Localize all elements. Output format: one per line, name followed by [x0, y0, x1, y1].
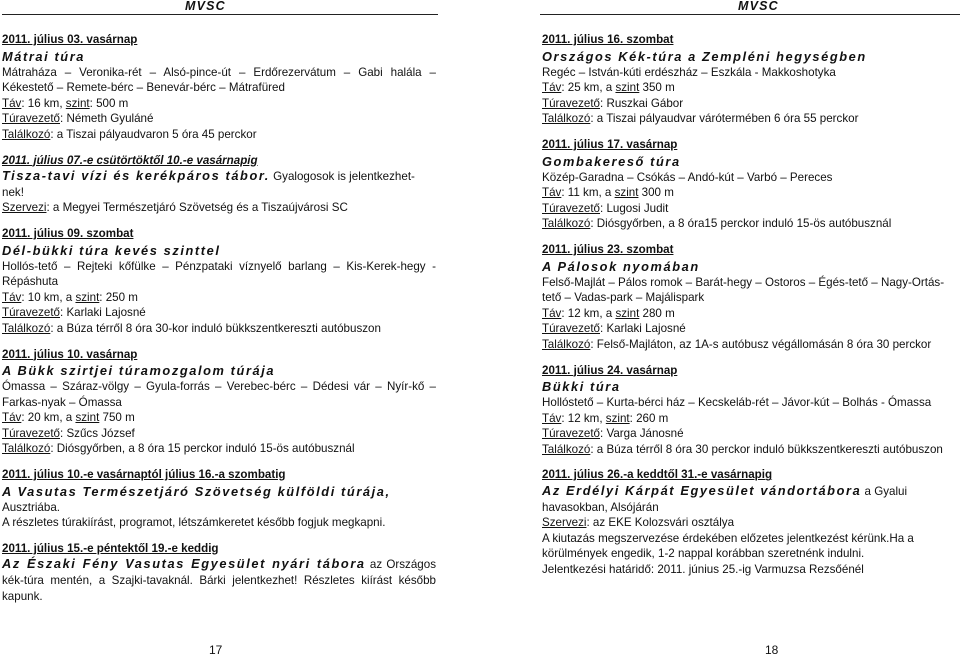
event-title-tail: a Gyalui havasokban, Alsójárán — [542, 485, 908, 514]
meeting-label: Találkozó — [2, 127, 51, 141]
event-title: Országos Kék-túra a Zempléni hegységben — [542, 48, 867, 64]
event-route: Hollóstető – Kurta-bérci ház – Kecskeláb-rét – Jávor-kút – Bolhás - Ómassa — [542, 396, 932, 410]
event-distance — [2, 410, 436, 426]
page-17 — [0, 0, 438, 659]
event-meeting — [542, 111, 960, 127]
guide-value: : Ruszkai Gábor — [600, 96, 684, 110]
header-title: MVSC — [185, 0, 226, 13]
meeting-value: : a Tiszai pályaudvar várótermében 6 óra 55 perckor — [590, 112, 859, 126]
event-note: nek! — [2, 185, 24, 199]
meeting-value: : a Búza térről 8 óra 30-kor induló bükkszentkereszti autóbuszon — [50, 321, 381, 335]
page-header-left — [2, 0, 438, 15]
event-date: 2011. július 24. vasárnap — [542, 363, 678, 377]
event-title: Mátrai túra — [2, 48, 86, 64]
event-date: 2011. július 10.-e vasárnaptól július 16.-a szombatig — [2, 468, 286, 482]
event-meeting — [542, 337, 960, 353]
left-column — [2, 32, 436, 614]
event-tisza-to-tabor — [2, 153, 436, 216]
guide-value: : Németh Gyuláné — [60, 112, 154, 126]
elevation-value: : 260 m — [629, 411, 669, 425]
distance-label: Táv — [542, 81, 562, 95]
meeting-value: : a Búza térről 8 óra 30 perckor induló bükkszentkereszti autóbuszon — [590, 442, 943, 456]
event-title: Bükki túra — [542, 379, 621, 395]
event-destination: Ausztriába. — [2, 500, 60, 514]
organizer-label: Szervezi — [542, 516, 587, 530]
event-meeting — [542, 442, 960, 458]
meeting-label: Találkozó — [2, 321, 51, 335]
elevation-label: szint — [75, 290, 100, 304]
event-route: Hollós-tető – Rejteki kőfülke – Pénzpataki víznyelő barlang – Kis-Kerek-hegy - Répáshuta — [2, 259, 436, 289]
meeting-value: : a Tiszai pályaudvaron 5 óra 45 perckor — [50, 127, 257, 141]
event-note: A részletes túrakiírást, programot, létszámkeretet később fogjuk megkapni. — [2, 516, 386, 530]
event-title-tail: Gyalogosok is jelentkezhet- — [269, 170, 415, 184]
elevation-label: szint — [615, 306, 640, 320]
event-title: A Bükk szirtjei túramozgalom túrája — [2, 363, 276, 379]
elevation-value: : 250 m — [99, 290, 138, 304]
event-title: Gombakereső túra — [542, 153, 681, 169]
event-meeting — [2, 127, 436, 143]
event-matrai-tura — [2, 32, 436, 143]
event-bukk-szirtjei — [2, 347, 436, 458]
event-title: Az Északi Fény Vasutas Egyesület nyári tábora — [2, 556, 366, 572]
organizer-label: Szervezi — [2, 201, 47, 215]
event-eszaki-feny-tabor — [2, 541, 436, 604]
event-date: 2011. július 09. szombat — [2, 226, 134, 240]
guide-label: Túravezető — [2, 306, 60, 320]
event-distance — [542, 411, 960, 427]
elevation-label: szint — [614, 186, 639, 200]
event-date: 2011. július 23. szombat — [542, 242, 674, 256]
guide-label: Túravezető — [2, 112, 60, 126]
event-guide — [542, 201, 960, 217]
distance-label: Táv — [2, 411, 22, 425]
elevation-label: szint — [65, 96, 90, 110]
event-distance — [542, 80, 960, 96]
page-number: 18 — [765, 643, 779, 657]
guide-value: : Szűcs József — [60, 426, 135, 440]
event-distance — [2, 96, 436, 112]
meeting-value: : Diósgyőrben, a 8 óra15 perckor induló 15-ös autóbusznál — [590, 217, 892, 231]
distance-value: : 25 km, a — [561, 81, 616, 95]
elevation-label: szint — [75, 411, 100, 425]
distance-value: : 11 km, a — [561, 186, 615, 200]
event-guide — [2, 305, 436, 321]
guide-value: : Varga Jánosné — [600, 427, 684, 441]
meeting-label: Találkozó — [2, 442, 51, 456]
guide-label: Túravezető — [542, 96, 600, 110]
meeting-label: Találkozó — [542, 442, 591, 456]
distance-label: Táv — [542, 186, 562, 200]
meeting-label: Találkozó — [542, 337, 591, 351]
distance-value: : 12 km, — [561, 411, 606, 425]
header-title: MVSC — [738, 0, 779, 13]
event-eke-vandortabor — [542, 467, 960, 577]
elevation-value: 280 m — [639, 306, 675, 320]
event-guide — [2, 111, 436, 127]
guide-label: Túravezető — [542, 322, 600, 336]
event-del-bukki-tura — [2, 226, 436, 337]
event-description — [542, 483, 960, 515]
event-bukki-tura — [542, 363, 960, 458]
event-meeting — [2, 321, 436, 337]
event-title: A Pálosok nyomában — [542, 258, 700, 274]
distance-label: Táv — [542, 411, 562, 425]
event-description — [2, 556, 436, 604]
event-title: Dél-bükki túra kevés szinttel — [2, 242, 221, 258]
distance-value: : 10 km, a — [21, 290, 76, 304]
page-number: 17 — [209, 643, 223, 657]
guide-value: : Karlaki Lajosné — [600, 322, 686, 336]
meeting-label: Találkozó — [542, 112, 591, 126]
event-palosok-nyomaban — [542, 242, 960, 353]
elevation-value: 350 m — [639, 81, 675, 95]
event-guide — [542, 96, 960, 112]
distance-value: : 20 km, a — [21, 411, 76, 425]
event-guide — [2, 426, 436, 442]
guide-label: Túravezető — [542, 427, 600, 441]
elevation-label: szint — [615, 81, 640, 95]
event-meeting — [2, 441, 436, 457]
event-vasutas-kulfoldi — [2, 467, 436, 531]
elevation-value: : 500 m — [89, 96, 129, 110]
event-date: 2011. július 15.-e péntektől 19.-e keddig — [2, 541, 219, 555]
event-deadline: Jelentkezési határidő: 2011. június 25.-ig Varmuzsa Rezsőénél — [542, 563, 864, 577]
organizer-value: : a Megyei Természetjáró Szövetség és a Tiszaújvárosi SC — [46, 201, 348, 215]
event-title: A Vasutas Természetjáró Szövetség külföldi túrája, — [2, 483, 391, 499]
event-date: 2011. július 10. vasárnap — [2, 347, 138, 361]
distance-label: Táv — [542, 306, 562, 320]
event-route: Mátraháza – Veronika-rét – Alsó-pince-út – Erdőrezervátum – Gabi halála – Kékestető – Remete-bérc – Benevár-bérc – Mátrafüred — [2, 65, 436, 95]
event-date: 2011. július 26.-a keddtől 31.-e vasárnapig — [542, 468, 773, 482]
event-guide — [542, 426, 960, 442]
event-route: Ómassa – Száraz-völgy – Gyula-forrás – Verebec-bérc – Dédesi vár – Nyír-kő – Farkas-nyak – Ómassa — [2, 380, 436, 409]
page-18 — [522, 0, 960, 659]
event-title: Tisza-tavi vízi és kerékpáros tábor. — [2, 168, 270, 184]
event-date: 2011. július 07.-e csütörtöktől 10.-e vasárnapig — [2, 153, 258, 167]
event-kek-tura-zemplen — [542, 32, 960, 127]
event-route: Felső-Majlát – Pálos romok – Barát-hegy – Ostoros – Égés-tető – Nagy-Ortás-tető – Vadas-park – Majálispark — [542, 275, 945, 305]
event-title-line — [2, 168, 436, 185]
meeting-value: : Diósgyőrben, a 8 óra 15 perckor induló 15-ös autóbusznál — [50, 442, 355, 456]
elevation-label: szint — [605, 411, 630, 425]
event-date: 2011. július 16. szombat — [542, 33, 674, 46]
event-title: Az Erdélyi Kárpát Egyesület vándortábora — [542, 483, 862, 499]
event-organizer — [542, 515, 960, 531]
event-meeting — [542, 216, 960, 232]
page-header-right — [540, 0, 960, 15]
distance-label: Táv — [2, 290, 22, 304]
guide-value: : Lugosi Judit — [600, 201, 669, 215]
meeting-label: Találkozó — [542, 217, 591, 231]
meeting-value: : Felső-Majláton, az 1A-s autóbusz végállomásán 8 óra 30 perckor — [590, 337, 932, 351]
event-gombakereso-tura — [542, 137, 960, 232]
guide-value: : Karlaki Lajosné — [60, 306, 146, 320]
distance-label: Táv — [2, 96, 22, 110]
elevation-value: 300 m — [638, 186, 674, 200]
guide-label: Túravezető — [2, 426, 60, 440]
distance-value: : 16 km, — [21, 96, 66, 110]
event-distance — [2, 290, 436, 306]
event-note: A kiutazás megszervezése érdekében előzetes jelentkezést kérünk.Ha a körülmények engedik, 1-2 nappal korábban szeretnénk indulni. — [542, 531, 914, 561]
event-route: Közép-Garadna – Csókás – Andó-kút – Varbó – Pereces — [542, 170, 833, 184]
event-guide — [542, 321, 960, 337]
event-distance — [542, 185, 960, 201]
distance-value: : 12 km, a — [561, 306, 616, 320]
event-route: Regéc – István-kúti erdészház – Eszkála - Makkoshotyka — [542, 65, 836, 79]
event-text: az Országos kék-túra mentén, a Szajki-tavaknál. Bárki jelentkezhet! Részletes kiírást később kapunk. — [2, 558, 436, 603]
event-date: 2011. július 03. vasárnap — [2, 33, 138, 46]
event-date: 2011. július 17. vasárnap — [542, 137, 678, 151]
guide-label: Túravezető — [542, 201, 600, 215]
elevation-value: 750 m — [99, 411, 135, 425]
organizer-value: : az EKE Kolozsvári osztálya — [586, 516, 735, 530]
right-column — [542, 32, 960, 588]
event-organizer — [2, 200, 436, 216]
event-distance — [542, 306, 960, 322]
